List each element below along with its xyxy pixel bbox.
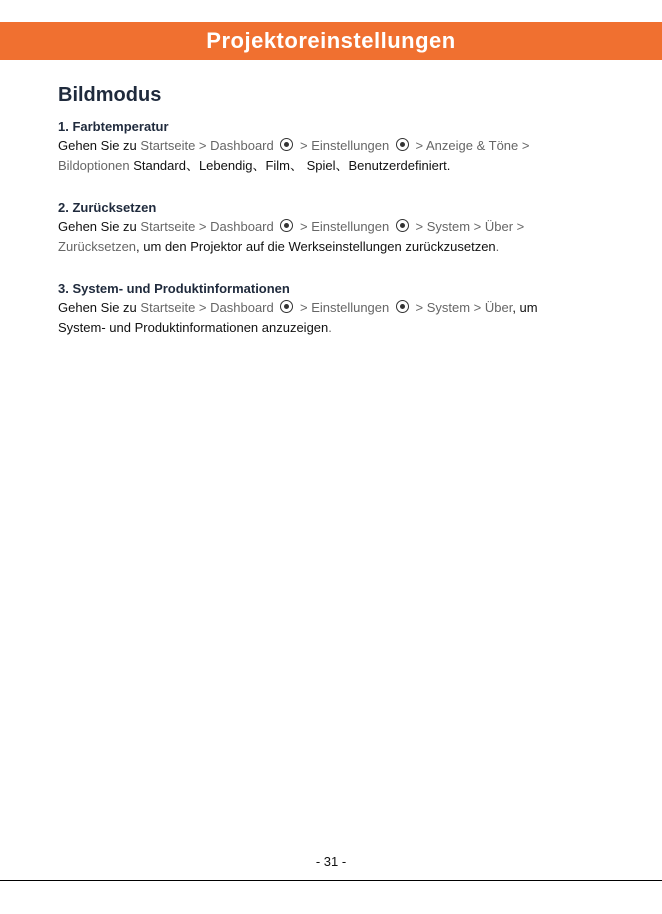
settings-gear-icon: [396, 219, 409, 232]
page-number: - 31 -: [315, 854, 347, 869]
menu-path: > System > Über: [415, 300, 513, 315]
instruction-line: [58, 298, 618, 318]
header-bar: [0, 22, 662, 60]
menu-path: Startseite > Dashboard: [140, 300, 274, 315]
main-content: [58, 84, 618, 360]
sentence-end: .: [495, 239, 500, 254]
sentence-end: .: [328, 320, 332, 335]
instruction-line: [58, 318, 618, 338]
instruction-lead: Gehen Sie zu: [58, 138, 137, 153]
menu-path: > Anzeige & Töne >: [415, 138, 530, 153]
menu-path: > Einstellungen: [299, 138, 390, 153]
section-title: 3. System- und Produktinformationen: [58, 281, 290, 296]
section-title: 1. Farbtemperatur: [58, 119, 169, 134]
section-zuruecksetzen: [58, 198, 618, 257]
menu-path: Startseite > Dashboard: [140, 219, 274, 234]
menu-path: > Einstellungen: [299, 300, 390, 315]
section-systeminfo: [58, 279, 618, 338]
instruction-text: , um den Projektor auf die Werkseinstellungen zurückzusetzen: [136, 239, 496, 254]
instruction-line: [58, 237, 618, 257]
section-title: 2. Zurücksetzen: [58, 200, 157, 215]
instruction-text: System- und Produktinformationen anzuzeigen: [58, 320, 329, 335]
header-title: Projektoreinstellungen: [206, 28, 456, 53]
instruction-line: [58, 136, 618, 156]
footer-divider: [0, 880, 662, 881]
page-title: Bildmodus: [58, 84, 162, 106]
section-farbtemperatur: [58, 117, 618, 176]
settings-gear-icon: [396, 138, 409, 151]
menu-path: Startseite > Dashboard: [140, 138, 274, 153]
option-list: Standard、Lebendig、Film、 Spiel、Benutzerdefiniert.: [133, 158, 451, 173]
settings-gear-icon: [396, 300, 409, 313]
menu-path: Bildoptionen: [58, 158, 130, 173]
instruction-text: , um: [512, 300, 538, 315]
instruction-line: [58, 156, 618, 176]
settings-gear-icon: [280, 219, 293, 232]
menu-path: Zurücksetzen: [58, 239, 137, 254]
menu-path: > Einstellungen: [299, 219, 390, 234]
settings-gear-icon: [280, 300, 293, 313]
settings-gear-icon: [280, 138, 293, 151]
instruction-line: [58, 217, 618, 237]
menu-path: > System > Über >: [415, 219, 525, 234]
instruction-lead: Gehen Sie zu: [58, 300, 137, 315]
instruction-lead: Gehen Sie zu: [58, 219, 137, 234]
